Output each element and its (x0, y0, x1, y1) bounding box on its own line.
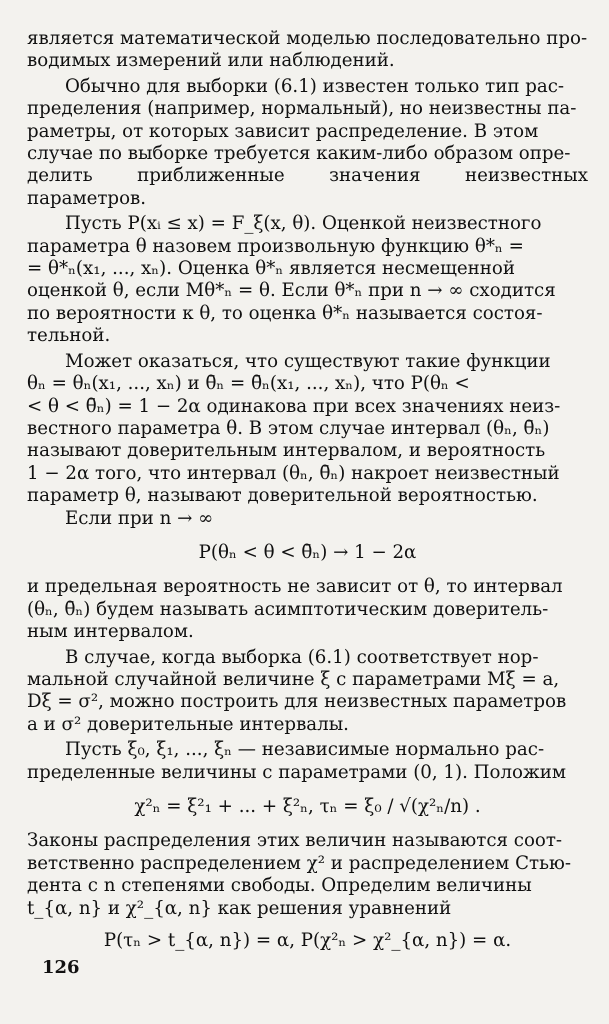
text-line: t_{α, n} и χ²_{α, n} как решения уравнений (27, 897, 452, 919)
text-line: (θₙ, θ̄ₙ) будем называть асимптотическим доверитель- (27, 598, 549, 620)
text-line: является математической моделью последовательно про- (27, 28, 588, 49)
text-line: ным интервалом. (27, 621, 194, 643)
text-line: делить приближенные значения неизвестных параметров. (27, 165, 588, 209)
text-line: пределенные величины с параметрами (0, 1). Положим (27, 761, 566, 783)
text-line: случае по выборке требуется каким-либо образом опре- (27, 143, 571, 165)
text-line: < θ < θ̄ₙ) = 1 − 2α одинакова при всех значениях неиз- (27, 395, 561, 417)
text-line: Пусть ξ₀, ξ₁, ..., ξₙ — независимые нормально рас- (65, 739, 545, 761)
text-line: параметра θ назовем произвольную функцию θ*ₙ = (27, 235, 524, 257)
page-number: 126 (42, 957, 80, 978)
text-line: называют доверительным интервалом, и вероятность (27, 440, 546, 462)
text-line: дента с n степенями свободы. Определим величины (27, 875, 532, 897)
text-line: тельной. (27, 325, 111, 347)
text-line: пределения (например, нормальный), но неизвестны па- (27, 98, 577, 120)
text-line: параметр θ, называют доверительной вероятностью. (27, 485, 538, 507)
text-line: ветственно распределением χ² и распределением Стью- (27, 852, 571, 874)
page-text (27, 28, 588, 962)
text-line: Dξ = σ², можно построить для неизвестных параметров (27, 691, 567, 713)
text-line: В случае, когда выборка (6.1) соответствует нор- (65, 646, 539, 668)
text-line: водимых измерений или наблюдений. (27, 50, 395, 72)
formula-chi-tau: χ²ₙ = ξ²₁ + ... + ξ²ₙ, τₙ = ξ₀ / √(χ²ₙ/n) . (134, 796, 481, 817)
text-line: a и σ² доверительные интервалы. (27, 713, 349, 735)
formula-limit: P(θₙ < θ < θ̄ₙ) → 1 − 2α (198, 541, 417, 563)
text-line: Может оказаться, что существуют такие функции (65, 350, 551, 372)
text-line: 1 − 2α того, что интервал (θₙ, θ̄ₙ) накроет неизвестный (27, 462, 560, 484)
text-line: и предельная вероятность не зависит от θ, то интервал (27, 576, 563, 598)
text-line: оценкой θ, если Mθ*ₙ = θ. Если θ*ₙ при n → ∞ сходится (27, 280, 556, 302)
text-line: Обычно для выборки (6.1) известен только тип рас- (65, 75, 565, 97)
formula-equations: P(τₙ > t_{α, n}) = α, P(χ²ₙ > χ²_{α, n}) = α. (103, 930, 512, 952)
text-line: θₙ = θₙ(x₁, ..., xₙ) и θ̄ₙ = θ̄ₙ(x₁, ..., xₙ), что P(θₙ < (27, 373, 470, 395)
text-line: вестного параметра θ. В этом случае интервал (θₙ, θ̄ₙ) (27, 417, 550, 439)
text-line: раметры, от которых зависит распределение. В этом (27, 120, 539, 142)
text-line: по вероятности к θ, то оценка θ*ₙ называется состоя- (27, 302, 543, 324)
text-line: Пусть P(xᵢ ≤ x) = F_ξ(x, θ). Оценкой неизвестного (65, 213, 542, 235)
text-line: Если при n → ∞ (65, 507, 214, 529)
text-line: мальной случайной величине ξ с параметрами Mξ = a, (27, 668, 560, 690)
text-line: Законы распределения этих величин называются соот- (27, 830, 563, 852)
text-line: = θ*ₙ(x₁, ..., xₙ). Оценка θ*ₙ является несмещенной (27, 258, 515, 280)
